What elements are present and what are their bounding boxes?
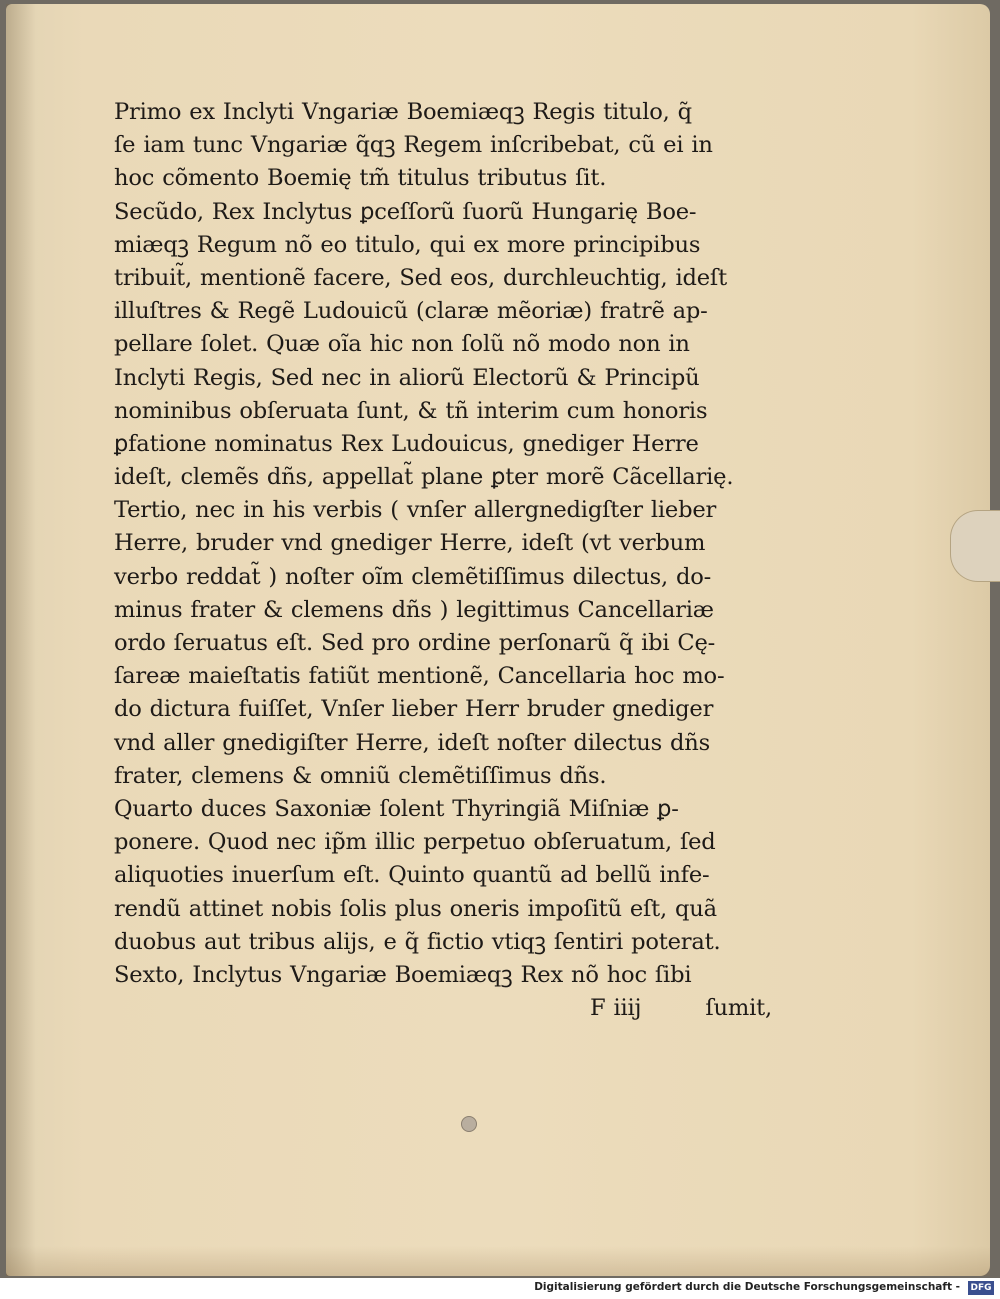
text-line: pellare ſolet. Quæ oĩa hic non ſolũ nõ modo non in <box>114 331 690 358</box>
text-line: Sexto, Inclytus Vngariæ Boemiæqꝫ Rex nõ hoc ſibi <box>114 961 692 988</box>
text-line: verbo reddat̃ ) noſter oĩm clemẽtiſſimus dilectus, do- <box>114 563 712 590</box>
page-text <box>114 96 794 1025</box>
text-line: aliquoties inuerſum eſt. Quinto quantũ ad bellũ infe- <box>114 862 710 889</box>
text-line: hoc cõmento Boemię tm̃ titulus tributus ſit. <box>114 165 607 192</box>
text-line: vnd aller gnedigiſter Herre, ideſt noſter dilectus dñs <box>114 729 710 756</box>
dfg-logo: DFG <box>968 1281 994 1295</box>
text-line: illuſtres & Regẽ Ludouicũ (claræ mẽoriæ) fratrẽ ap- <box>114 298 708 325</box>
text-line: ideſt, clemẽs dñs, appellat̃ plane ꝑter morẽ Cãcellarię. <box>114 464 734 491</box>
gutter-shadow <box>6 4 36 1276</box>
text-line: tribuit̃, mentionẽ facere, Sed eos, durchleuchtig, ideſt <box>114 264 727 291</box>
text-line: ꝑfatione nominatus Rex Ludouicus, gnediger Herre <box>114 430 699 457</box>
book-page <box>6 4 990 1276</box>
text-line: ponere. Quod nec ip̃m illic perpetuo obſeruatum, ſed <box>114 829 716 856</box>
text-line: Secũdo, Rex Inclytus ꝑceſſorũ ſuorũ Hungarię Boe- <box>114 198 697 225</box>
credit-footer <box>0 1278 1000 1299</box>
text-line: frater, clemens & omniũ clemẽtiſſimus dñs. <box>114 762 607 789</box>
text-line: minus frater & clemens dñs ) legittimus Cancellariæ <box>114 596 714 623</box>
text-line: Quarto duces Saxoniæ ſolent Thyringiã Miſniæ ꝑ- <box>114 795 679 822</box>
signature-line <box>114 992 794 1025</box>
signature-mark: F iiij <box>590 995 642 1022</box>
text-line: ſe iam tunc Vngariæ q̃qꝫ Regem inſcribebat, cũ ei in <box>114 132 713 159</box>
catchword: ſumit, <box>705 995 772 1022</box>
footer-credit: Digitalisierung gefördert durch die Deutsche Forschungsgemeinschaft - <box>534 1281 960 1293</box>
text-line: Inclyti Regis, Sed nec in aliorũ Electorũ & Principũ <box>114 364 700 391</box>
text-line: duobus aut tribus alijs, e q̃ fictio vtiqꝫ ſentiri poterat. <box>114 928 721 955</box>
page-tab-notch <box>950 510 1000 582</box>
text-line: rendũ attinet nobis ſolis plus oneris impoſitũ eſt, quã <box>114 895 717 922</box>
text-line: Tertio, nec in his verbis ( vnſer allergnedigſter lieber <box>114 497 717 524</box>
text-line: nominibus obſeruata ſunt, & tñ interim cum honoris <box>114 397 708 424</box>
text-line: miæqꝫ Regum nõ eo titulo, qui ex more principibus <box>114 231 701 258</box>
page-hole <box>461 1116 477 1132</box>
text-line: do dictura fuiſſet, Vnſer lieber Herr bruder gnediger <box>114 696 714 723</box>
bottom-edge-shadow <box>6 1246 990 1276</box>
text-line: ſareæ maieſtatis fatiũt mentionẽ, Cancellaria hoc mo- <box>114 663 725 690</box>
text-line: ordo ſeruatus eſt. Sed pro ordine perſonarũ q̃ ibi Cę- <box>114 630 716 656</box>
text-line: Herre, bruder vnd gnediger Herre, ideſt (vt verbum <box>114 530 706 557</box>
text-line: Primo ex Inclyti Vngariæ Boemiæqꝫ Regis titulo, q̃ <box>114 99 692 125</box>
